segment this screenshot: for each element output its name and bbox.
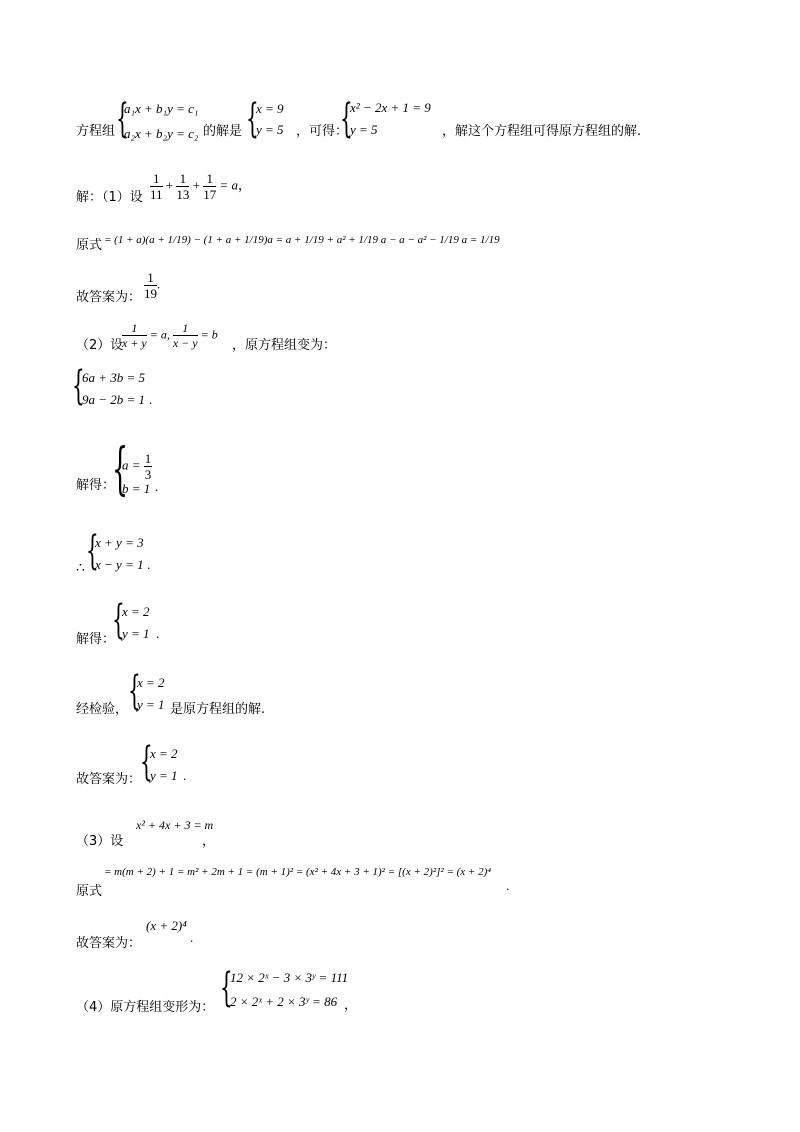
part2-answer-label: 故答案为： [76, 772, 142, 787]
system-line: x = 2 [137, 675, 165, 690]
part3-expression: = m(m + 2) + 1 = m² + 2m + 1 = (m + 1)² = (x² + 4x + 3 + 1)² = [(x + 2)²]² = (x + 2)⁴ [104, 866, 492, 878]
brace-1: { [116, 96, 129, 142]
brace-7: { [112, 597, 125, 643]
brace-3: { [340, 96, 353, 142]
system-line: x − y = 1 [95, 557, 144, 572]
system-line: y = 1 [150, 768, 178, 783]
system-line: x² − 2x + 1 = 9 [350, 100, 431, 115]
system-line: x = 2 [150, 746, 178, 761]
solution-a: a = $\frac{1}{3}$ [122, 451, 152, 482]
part2-solve-label: 解得： [76, 478, 116, 493]
part1-label: 解：（1）设 [76, 190, 143, 205]
intro-middle: 的解是 [203, 124, 243, 139]
part3-answer: (x + 2)⁴ [146, 918, 187, 933]
part1-expr-label: 原式 [76, 238, 103, 253]
part3-answer-label: 故答案为： [76, 936, 142, 951]
part2-label: （2）设 [76, 338, 124, 353]
part4-label: （4）原方程组变形为： [76, 1000, 215, 1015]
brace-2: { [246, 96, 259, 142]
part2-check-tail: 是原方程组的解. [170, 702, 266, 717]
part4-end: ， [344, 998, 358, 1013]
brace-9: { [140, 739, 153, 785]
system-line: y = 5 [256, 122, 284, 137]
system-line: 2 × 2ˣ + 2 × 3ʸ = 86 [230, 994, 338, 1009]
part3-label: （3）设 [76, 834, 124, 849]
system-line: x = 9 [256, 101, 284, 116]
brace-8: { [128, 668, 141, 714]
part1-let-fractions: $\frac{1}{11}$ + $\frac{1}{13}$ + $\frac{1}{17}$ = a， [150, 171, 252, 202]
system-line: 9a − 2b = 1 [82, 392, 146, 407]
brace-10: { [220, 965, 233, 1011]
part3-expr-label: 原式 [76, 884, 103, 899]
part1-answer: $\frac{1}{19}$ . [144, 270, 161, 301]
part1-expression: = (1 + a)(a + 1/19) − (1 + a + 1/19)a = a + 1/19 + a² + 1/19 a − a − a² − 1/19 a = 1/19 [104, 234, 500, 246]
system-line: x = 2 [122, 604, 150, 619]
system-line: y = 1 [137, 697, 165, 712]
system-line: a₁x + b₁y = c₁ [124, 101, 199, 116]
part2-let: $\frac{1}{x + y}$ = a, $\frac{1}{x - y}$ = b [122, 321, 218, 350]
intro-suffix: ，解这个方程组可得原方程组的解. [442, 124, 642, 139]
system-line: 6a + 3b = 5 [82, 370, 146, 385]
period: . [156, 626, 160, 641]
brace-5: { [112, 437, 129, 502]
part1-let-tail: = a [219, 177, 238, 193]
part2-let-tail: ，原方程组变为： [232, 338, 337, 353]
part3-let-end: ， [202, 834, 216, 849]
part2-check-label: 经检验， [76, 702, 129, 717]
part3-let-expr: x² + 4x + 3 = m [136, 818, 214, 832]
system-line: y = 5 [350, 122, 378, 137]
intro-prefix: 方程组 [76, 124, 116, 139]
part1-answer-label: 故答案为： [76, 290, 142, 305]
period: . [149, 392, 153, 407]
system-line: a₂x + b₂y = c₂ [124, 126, 199, 141]
period: . [147, 557, 151, 572]
period: . [190, 930, 194, 945]
part2-solve2-label: 解得： [76, 632, 116, 647]
period: . [506, 878, 510, 893]
solution-b: b = 1 [122, 481, 151, 496]
brace-4: { [72, 363, 85, 409]
period: . [155, 479, 159, 494]
part1-let-end: ， [238, 178, 252, 194]
therefore-symbol: ∴ [76, 561, 85, 576]
period: . [183, 768, 187, 783]
system-line: 12 × 2ˣ − 3 × 3ʸ = 111 [230, 970, 349, 985]
intro-then: ，可得： [296, 124, 349, 139]
system-line: x + y = 3 [95, 535, 144, 550]
system-line: y = 1 [122, 626, 150, 641]
brace-6: { [86, 528, 99, 574]
